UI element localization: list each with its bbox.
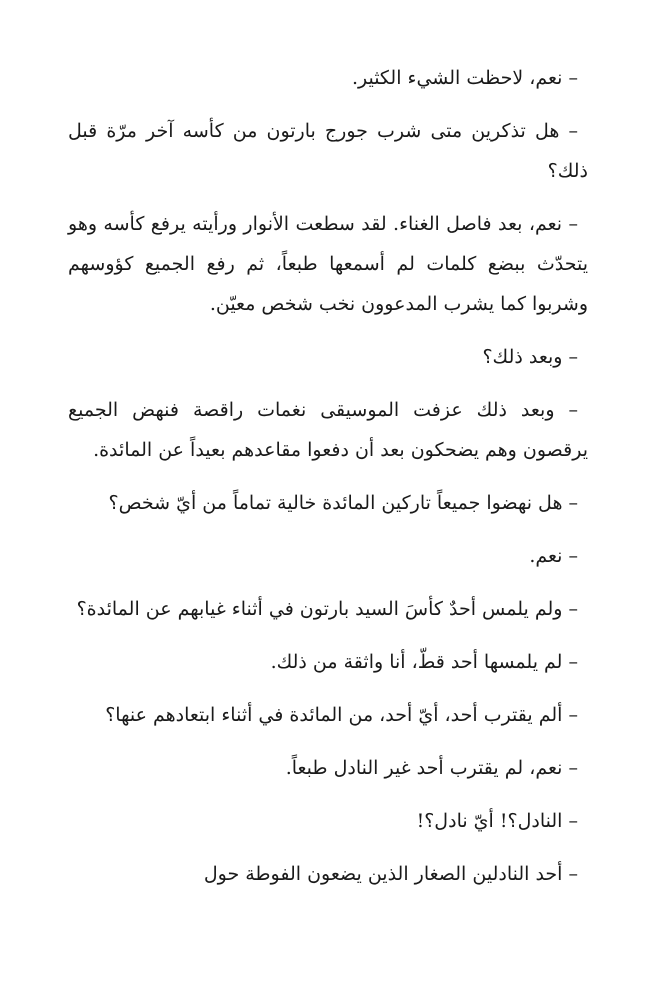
book-page — [68, 58, 588, 907]
paragraph-8: – ولم يلمس أحدٌ كأسَ السيد بارتون في أثناء غيابهم عن المائدة؟ — [76, 598, 578, 620]
paragraph-12: – النادل؟! أيّ نادل؟! — [416, 810, 578, 832]
paragraph-5: – وبعد ذلك عزفت الموسيقى نغمات راقصة فنهض الجميع يرقصون وهم يضحكون بعد أن دفعوا مقاعدهم بعيداً عن المائدة. — [68, 399, 588, 461]
paragraph-1: – نعم، لاحظت الشيء الكثير. — [351, 67, 578, 89]
paragraph-9: – لم يلمسها أحد قطّ، أنا واثقة من ذلك. — [270, 651, 578, 673]
paragraph-11: – نعم، لم يقترب أحد غير النادل طبعاً. — [285, 757, 578, 779]
paragraph-7: – نعم. — [529, 545, 578, 567]
paragraph-13: – أحد النادلين الصغار الذين يضعون الفوطة حول — [203, 863, 578, 885]
paragraph-2: – هل تذكرين متى شرب جورج بارتون من كأسه آخر مرّة قبل ذلك؟ — [68, 120, 588, 182]
paragraph-6: – هل نهضوا جميعاً تاركين المائدة خالية تماماً من أيّ شخص؟ — [108, 492, 578, 514]
paragraph-10: – ألم يقترب أحد، أيّ أحد، من المائدة في أثناء ابتعادهم عنها؟ — [105, 704, 578, 726]
paragraph-3: – نعم، بعد فاصل الغناء. لقد سطعت الأنوار ورأيته يرفع كأسه وهو يتحدّث ببضع كلمات لم أسمعها طبعاً، ثم رفع الجميع كؤوسهم وشربوا كما يشرب المدعوون نخب شخص معيّن. — [68, 213, 588, 315]
paragraph-4: – وبعد ذلك؟ — [482, 346, 578, 368]
